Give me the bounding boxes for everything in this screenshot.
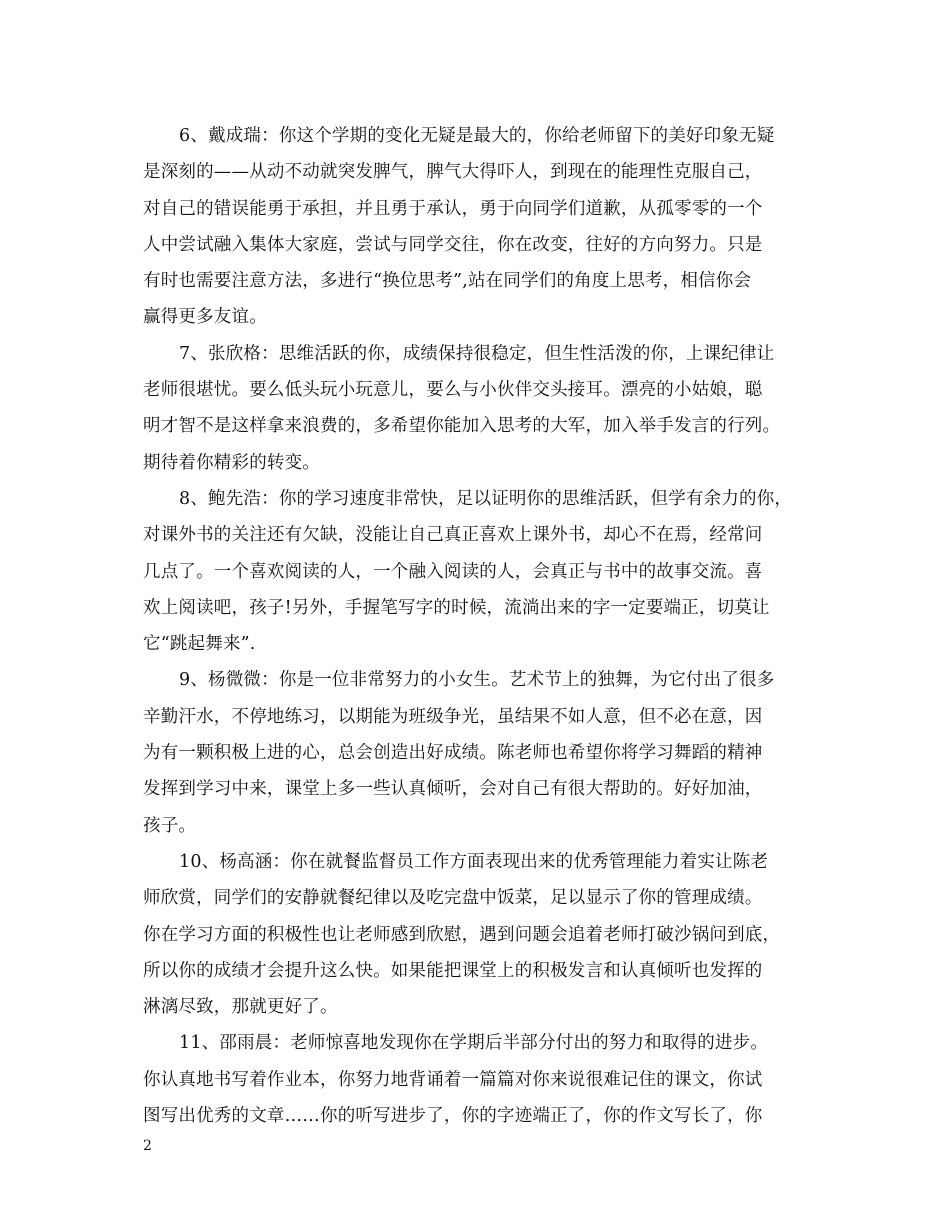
- page-number: 2: [143, 1138, 152, 1154]
- paragraph-first-line: 8、鲍先浩：你的学习速度非常快，足以证明你的思维活跃，但学有余力的你，: [179, 488, 793, 509]
- text-line: 辛勤汗水，不停地练习，以期能为班级争光，虽结果不如人意，但不必在意，因: [143, 706, 763, 727]
- paragraph-first-line: 10、杨高涵：你在就餐监督员工作方面表现出来的优秀管理能力着实让陈老: [179, 851, 769, 872]
- paragraph-first-line: 7、张欣格：思维活跃的你，成绩保持很稳定，但生性活泼的你，上课纪律让: [179, 343, 775, 364]
- text-line: 老师很堪忧。要么低头玩小玩意儿，要么与小伙伴交头接耳。漂亮的小姑娘，聪: [143, 380, 763, 401]
- paragraph-first-line: 6、戴成瑞：你这个学期的变化无疑是最大的，你给老师留下的美好印象无疑: [179, 126, 775, 146]
- text-line: 它“跳起舞来”.: [143, 634, 256, 655]
- text-line: 有时也需要注意方法，多进行“换位思考”,站在同学们的角度上思考，相信你会: [143, 271, 752, 292]
- paragraph-first-line: 9、杨微微：你是一位非常努力的小女生。艺术节上的独舞，为它付出了很多: [179, 670, 775, 691]
- text-line: 欢上阅读吧，孩子!另外，手握笔写字的时候，流淌出来的字一定要端正，切莫让: [143, 597, 770, 618]
- text-line: 你认真地书写着作业本，你努力地背诵着一篇篇对你来说很难记住的课文，你试: [143, 1069, 763, 1090]
- text-line: 所以你的成绩才会提升这么快。如果能把课堂上的积极发言和认真倾听也发挥的: [143, 960, 763, 981]
- text-line: 期待着你精彩的转变。: [143, 452, 320, 473]
- text-line: 为有一颗积极上进的心，总会创造出好成绩。陈老师也希望你将学习舞蹈的精神: [143, 743, 763, 764]
- document-body: [143, 118, 823, 1134]
- text-line: 明才智不是这样拿来浪费的，多希望你能加入思考的大军，加入举手发言的行列。: [143, 416, 781, 437]
- text-line: 对自己的错误能勇于承担，并且勇于承认，勇于向同学们道歉，从孤零零的一个: [143, 198, 763, 219]
- text-line: 对课外书的关注还有欠缺，没能让自己真正喜欢上课外书，却心不在焉，经常问: [143, 525, 763, 546]
- text-line: 是深刻的——从动不动就突发脾气，脾气大得吓人，到现在的能理性克服自己，: [143, 162, 763, 183]
- text-line: 几点了。一个喜欢阅读的人，一个融入阅读的人，会真正与书中的故事交流。喜: [143, 561, 763, 582]
- text-line: 师欣赏，同学们的安静就餐纪律以及吃完盘中饭菜，足以显示了你的管理成绩。: [143, 888, 763, 909]
- text-line: 人中尝试融入集体大家庭，尝试与同学交往，你在改变，往好的方向努力。只是: [143, 234, 763, 255]
- text-line: 图写出优秀的文章……你的听写进步了，你的字迹端正了，你的作文写长了，你: [143, 1106, 763, 1127]
- text-line: 发挥到学习中来，课堂上多一些认真倾听，会对自己有很大帮助的。好好加油，: [143, 779, 763, 800]
- text-line: 你在学习方面的积极性也让老师感到欣慰，遇到问题会追着老师打破沙锅问到底，: [143, 924, 781, 945]
- text-line: 孩子。: [143, 815, 197, 836]
- text-line: 淋漓尽致，那就更好了。: [143, 997, 338, 1018]
- paragraph-first-line: 11、邵雨晨：老师惊喜地发现你在学期后半部分付出的努力和取得的进步。: [179, 1033, 769, 1054]
- text-line: 赢得更多友谊。: [143, 307, 267, 328]
